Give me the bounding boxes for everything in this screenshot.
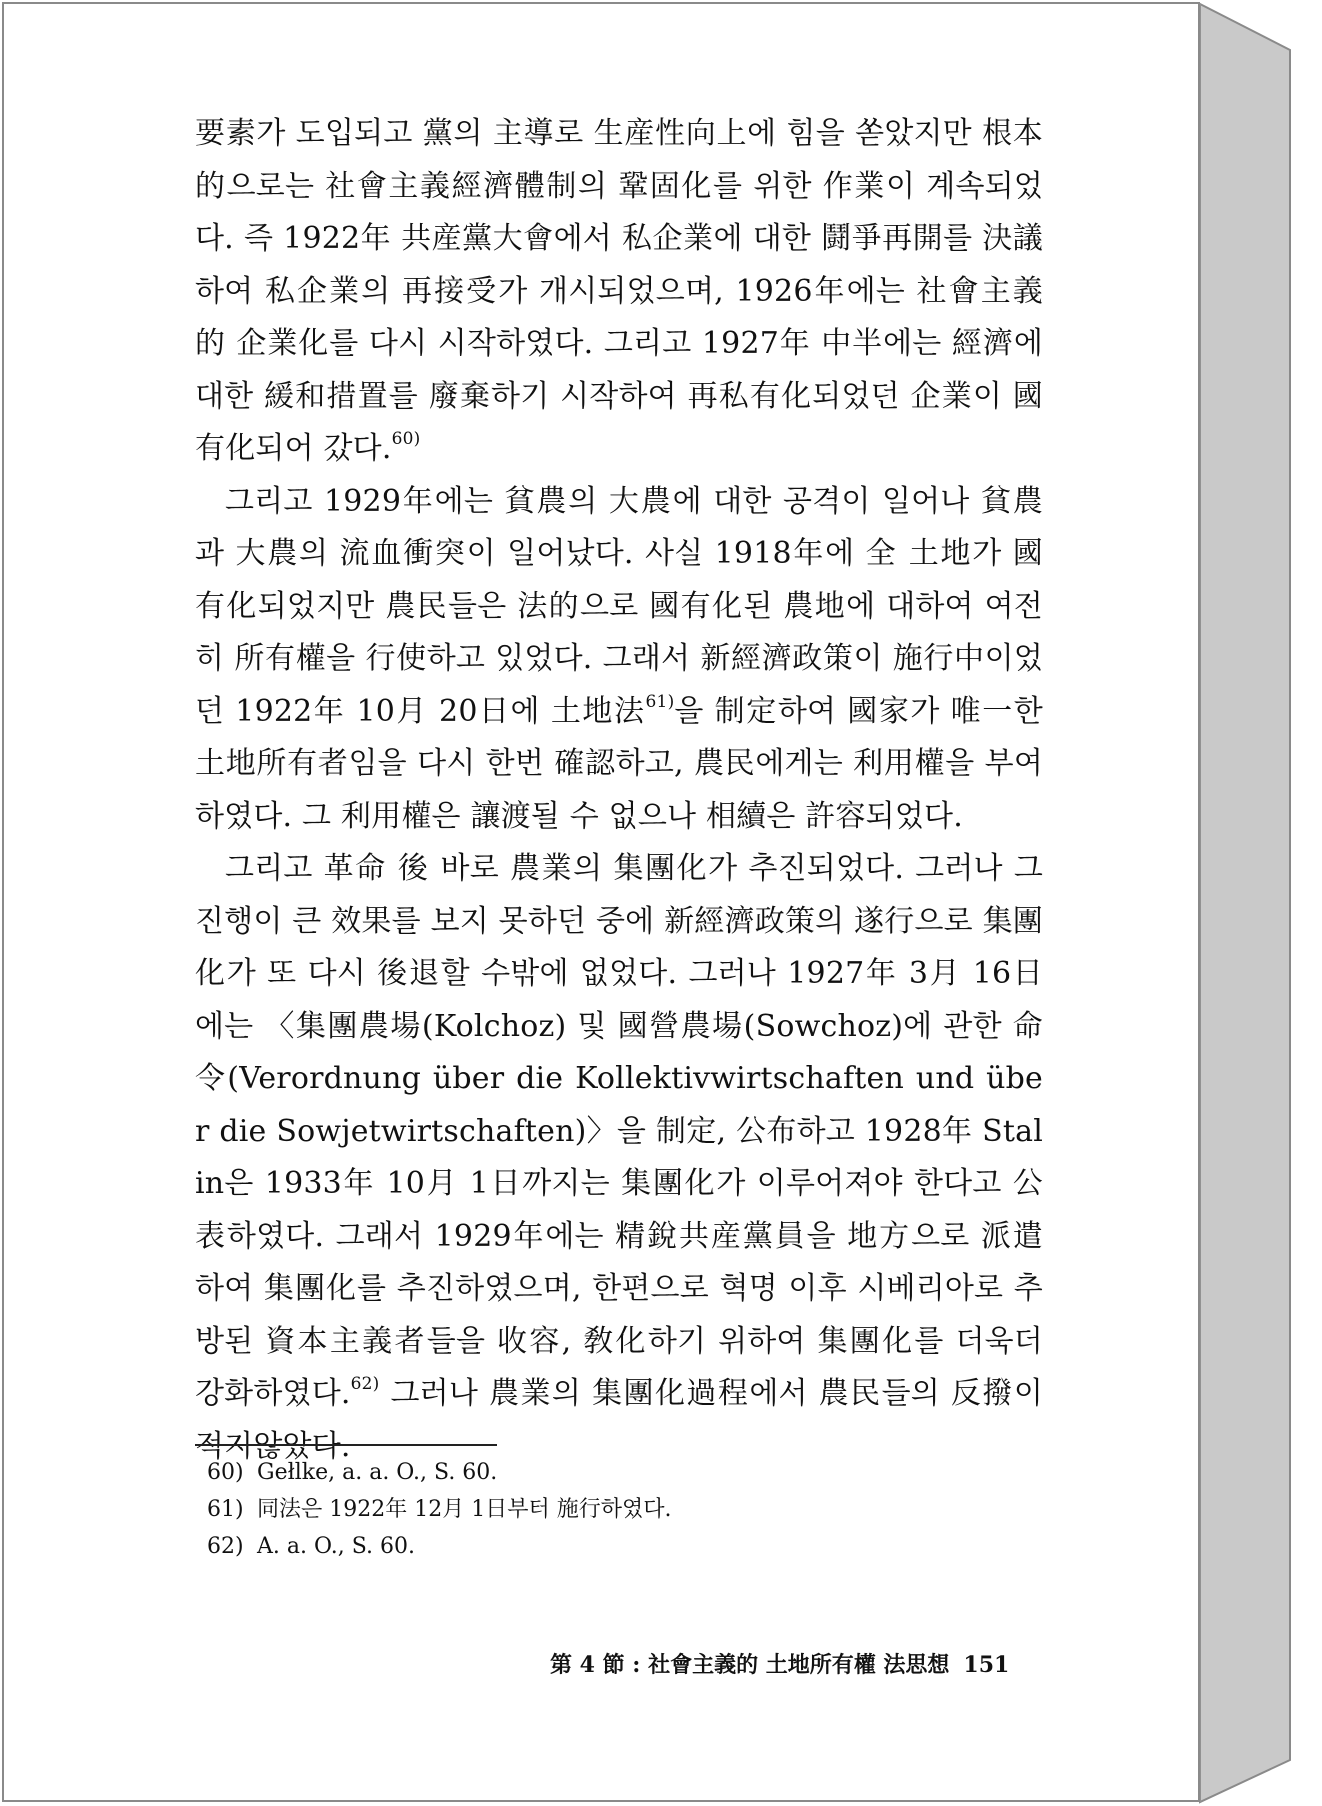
footnote-ref-60: 60) bbox=[391, 429, 421, 449]
footnote-62 bbox=[207, 1528, 1027, 1565]
footnote-number: 62) bbox=[207, 1534, 244, 1559]
footnote-number: 61) bbox=[207, 1497, 244, 1522]
footnotes bbox=[207, 1454, 1027, 1565]
footnote-text: A. a. O., S. 60. bbox=[257, 1534, 415, 1559]
body-text bbox=[195, 108, 1043, 1473]
section-title: 第 4 節 : 社會主義的 土地所有權 法思想 bbox=[550, 1652, 950, 1678]
footnote-text: Gełlke, a. a. O., S. 60. bbox=[257, 1460, 498, 1485]
paragraph-text: 그리고 1929年에는 貧農의 大農에 대한 공격이 일어나 貧農과 大農의 流血衝突이 일어났다. 사실 1918年에 全 土地가 國有化되었지만 農民들은 法的으로 國有化된 農地에 대하여 여전히 所有權을 行使하고 있었다. 그래서 新經濟政策이 施行中이었던 1922年 10月 20日에 土地法 bbox=[195, 483, 1043, 729]
paragraph-text-continued: 을 制定하여 國家가 唯一한 土地所有者임을 다시 한번 確認하고, 農民에게는 利用權을 부여하였다. 그 利用權은 讓渡될 수 없으나 相續은 許容되었다. bbox=[195, 693, 1043, 834]
footnote-text: 同法은 1922年 12月 1日부터 施行하였다. bbox=[257, 1497, 672, 1522]
paragraph-3 bbox=[195, 843, 1043, 1473]
paragraph-text: 그리고 革命 後 바로 農業의 集團化가 추진되었다. 그러나 그 진행이 큰 效果를 보지 못하던 중에 新經濟政策의 遂行으로 集團化가 또 다시 後退할 수밖에 없었다. 그러나 1927年 3月 16日에는 〈集團農場(Kolchoz) 및 國營農場(Sowchoz)에 관한 命令(Verordnung über die Kollektivwirtschaften und über die Sowjetwirtschaften)〉을 制定, 公布하고 1928年 Stalin은 1933年 10月 1日까지는 集團化가 이루어져야 한다고 公表하였다. 그래서 1929年에는 精銳共産黨員을 地方으로 派遣하여 集團化를 추진하였으며, 한편으로 혁명 이후 시베리아로 추방된 資本主義者들을 收容, 敎化하기 위하여 集團化를 더욱더 강화하였다. bbox=[195, 851, 1043, 1411]
page-number: 151 bbox=[963, 1652, 1010, 1678]
footnote-60 bbox=[207, 1454, 1027, 1491]
paragraph-text-continued: 그러나 農業의 集團化過程에서 農民들의 反撥이 적지않았다. bbox=[195, 1376, 1043, 1464]
paragraph-2 bbox=[195, 476, 1043, 844]
footnote-divider bbox=[195, 1444, 497, 1446]
paragraph-text: 要素가 도입되고 黨의 主導로 生産性向上에 힘을 쏟았지만 根本的으로는 社會主義經濟體制의 鞏固化를 위한 作業이 계속되었다. 즉 1922年 共産黨大會에서 私企業에 대한 鬪爭再開를 決議하여 私企業의 再接受가 개시되었으며, 1926年에는 社會主義的 企業化를 다시 시작하였다. 그리고 1927年 中半에는 經濟에 대한 緩和措置를 廢棄하기 시작하여 再私有化되었던 企業이 國有化되어 갔다. bbox=[195, 116, 1043, 466]
footnote-number: 60) bbox=[207, 1460, 244, 1485]
footnote-ref-62: 62) bbox=[350, 1374, 380, 1394]
paragraph-1 bbox=[195, 108, 1043, 476]
footnote-61 bbox=[207, 1491, 1027, 1528]
footnote-ref-61: 61) bbox=[645, 691, 675, 712]
running-footer bbox=[550, 1648, 1030, 1679]
